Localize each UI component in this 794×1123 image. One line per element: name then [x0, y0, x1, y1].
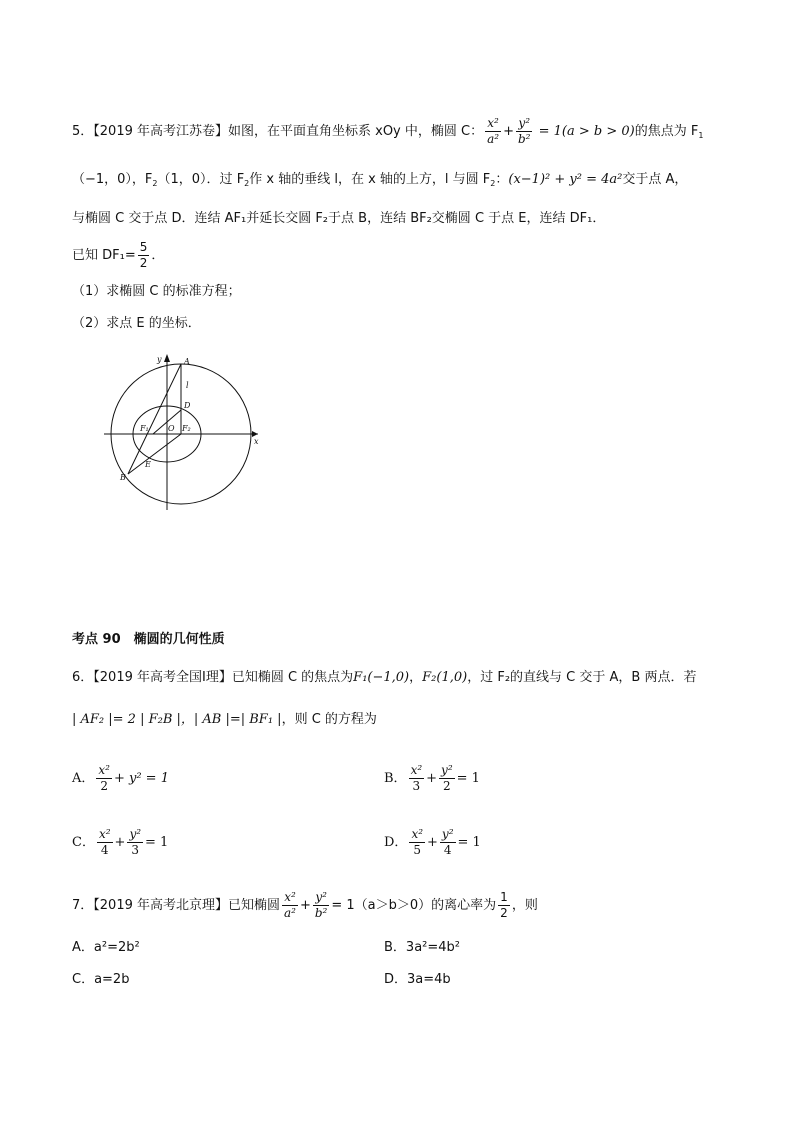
- section-title: 考点 90 椭圆的几何性质: [72, 632, 225, 647]
- label-e: E: [145, 460, 151, 469]
- fraction-x2-a2: $\frac{\text{x²}}{\text{a²}}$: [487, 116, 500, 146]
- circle-equation: (x−1)² + y² = 4a²: [508, 172, 623, 187]
- q7-option-d[interactable]: D．3a=4b: [384, 972, 451, 987]
- q7-option-b[interactable]: B．3a²=4b²: [384, 940, 460, 955]
- q5-line1: 5．【2019 年高考江苏卷】如图，在平面直角坐标系 xOy 中，椭圆 C： $\frac{\text{x²}}{\text{a²}}$ + $\frac{\text{y²}}{\text{b²}}$ = 1(a > b > 0)的焦点为 $F_1$: [72, 116, 704, 146]
- q5-line2: （−1，0），$F_2(1$，0）．过 $F_2$作 x 轴的垂线 l，在 x 轴的上方，l 与圆 $F_2$：(x−1)² + y² = 4a²交于点 A，: [72, 172, 688, 188]
- q5-intro-text: 5．【2019 年高考江苏卷】如图，在平面直角坐标系 xOy 中，椭圆 C：: [72, 124, 484, 139]
- q7-intro-text: 7．【2019 年高考北京理】已知椭圆: [72, 898, 280, 913]
- label-a: A: [184, 357, 190, 366]
- q5-line2-d: ：: [495, 172, 509, 187]
- q5-focus-text: 的焦点为 F: [634, 124, 699, 139]
- q6-line2-suffix: ，则 C 的方程为: [281, 712, 377, 727]
- q6-option-b[interactable]: B． $\frac{\text{x²}}{3}$ + $\frac{\text{y²}}{2}$ = 1: [384, 763, 480, 793]
- ellipse-condition: 1(a > b > 0): [553, 124, 635, 139]
- q5-part2: （2）求点 E 的坐标．: [72, 316, 201, 331]
- label-f1: F₁: [140, 424, 149, 433]
- q5-line2-e: 交于点 A，: [622, 172, 688, 187]
- q5-line2-b: （1，0）．过 F: [157, 172, 245, 187]
- q7-option-c[interactable]: C．a=2b: [72, 972, 130, 987]
- fraction-y2-b2: $\frac{\text{y²}}{\text{b²}}$: [517, 116, 531, 146]
- q6-condition: | AF₂ |= 2 | F₂B |，| AB |=| BF₁ |: [72, 712, 282, 727]
- q6-line1-suffix: ，过 F₂的直线与 C 交于 A，B 两点．若: [467, 670, 697, 685]
- q7-line1: 7．【2019 年高考北京理】已知椭圆 $\frac{\text{x²}}{\text{a²}}$ + $\frac{\text{y²}}{\text{b²}}$ = 1（a＞b＞0）的离心率为 $\frac{1}{2}$ ，则: [72, 890, 538, 920]
- q6-line1: 6．【2019 年高考全国Ⅰ理】已知椭圆 C 的焦点为F₁(−1,0)，F₂(1,0)，过 F₂的直线与 C 交于 A，B 两点．若: [72, 670, 697, 685]
- q5-line2-c: 作 x 轴的垂线 l，在 x 轴的上方，l 与圆 F: [249, 172, 491, 187]
- label-d: D: [184, 401, 191, 410]
- q6-option-d[interactable]: D． $\frac{\text{x²}}{5}$ + $\frac{\text{y²}}{4}$ = 1: [384, 827, 481, 857]
- q7-condition: = 1（a＞b＞0）的离心率为: [331, 898, 497, 913]
- q6-option-c[interactable]: C． $\frac{\text{x²}}{4}$ + $\frac{\text{y²}}{3}$ = 1: [72, 827, 169, 857]
- subscript-1: 1: [698, 131, 704, 140]
- q5-line3: 与椭圆 C 交于点 D．连结 AF₁并延长交圆 F₂于点 B，连结 BF₂交椭圆 C 于点 E，连结 DF₁．: [72, 211, 606, 226]
- q5-df-text: 已知 DF₁=: [72, 248, 136, 263]
- q6-intro-text: 6．【2019 年高考全国Ⅰ理】已知椭圆 C 的焦点为: [72, 670, 354, 685]
- q5-line4: 已知 DF₁= $\frac{5}{2}$ ．: [72, 240, 165, 270]
- q5-figure: [100, 350, 280, 520]
- label-y: y: [157, 355, 162, 364]
- label-b: B: [120, 473, 126, 482]
- q5-line2-a: （−1，0），F: [72, 172, 153, 187]
- focus-f2: F₂(1,0): [422, 670, 468, 685]
- q5-part1: （1）求椭圆 C 的标准方程；: [72, 284, 241, 299]
- label-l: l: [186, 381, 189, 390]
- focus-f1: F₁(−1,0): [353, 670, 410, 685]
- q6-line2: [72, 710, 377, 730]
- label-f2: F₂: [182, 424, 191, 433]
- fraction-5-2: $\frac{5}{2}$: [139, 240, 148, 270]
- label-x: x: [254, 437, 259, 446]
- line-bf2: [128, 434, 181, 474]
- q6-option-a[interactable]: A． $\frac{\text{x²}}{2}$ + y² = 1: [72, 763, 169, 793]
- fraction-1-2: $\frac{1}{2}$: [500, 890, 508, 920]
- q7-option-a[interactable]: A．a²=2b²: [72, 940, 140, 955]
- label-o: O: [168, 424, 175, 433]
